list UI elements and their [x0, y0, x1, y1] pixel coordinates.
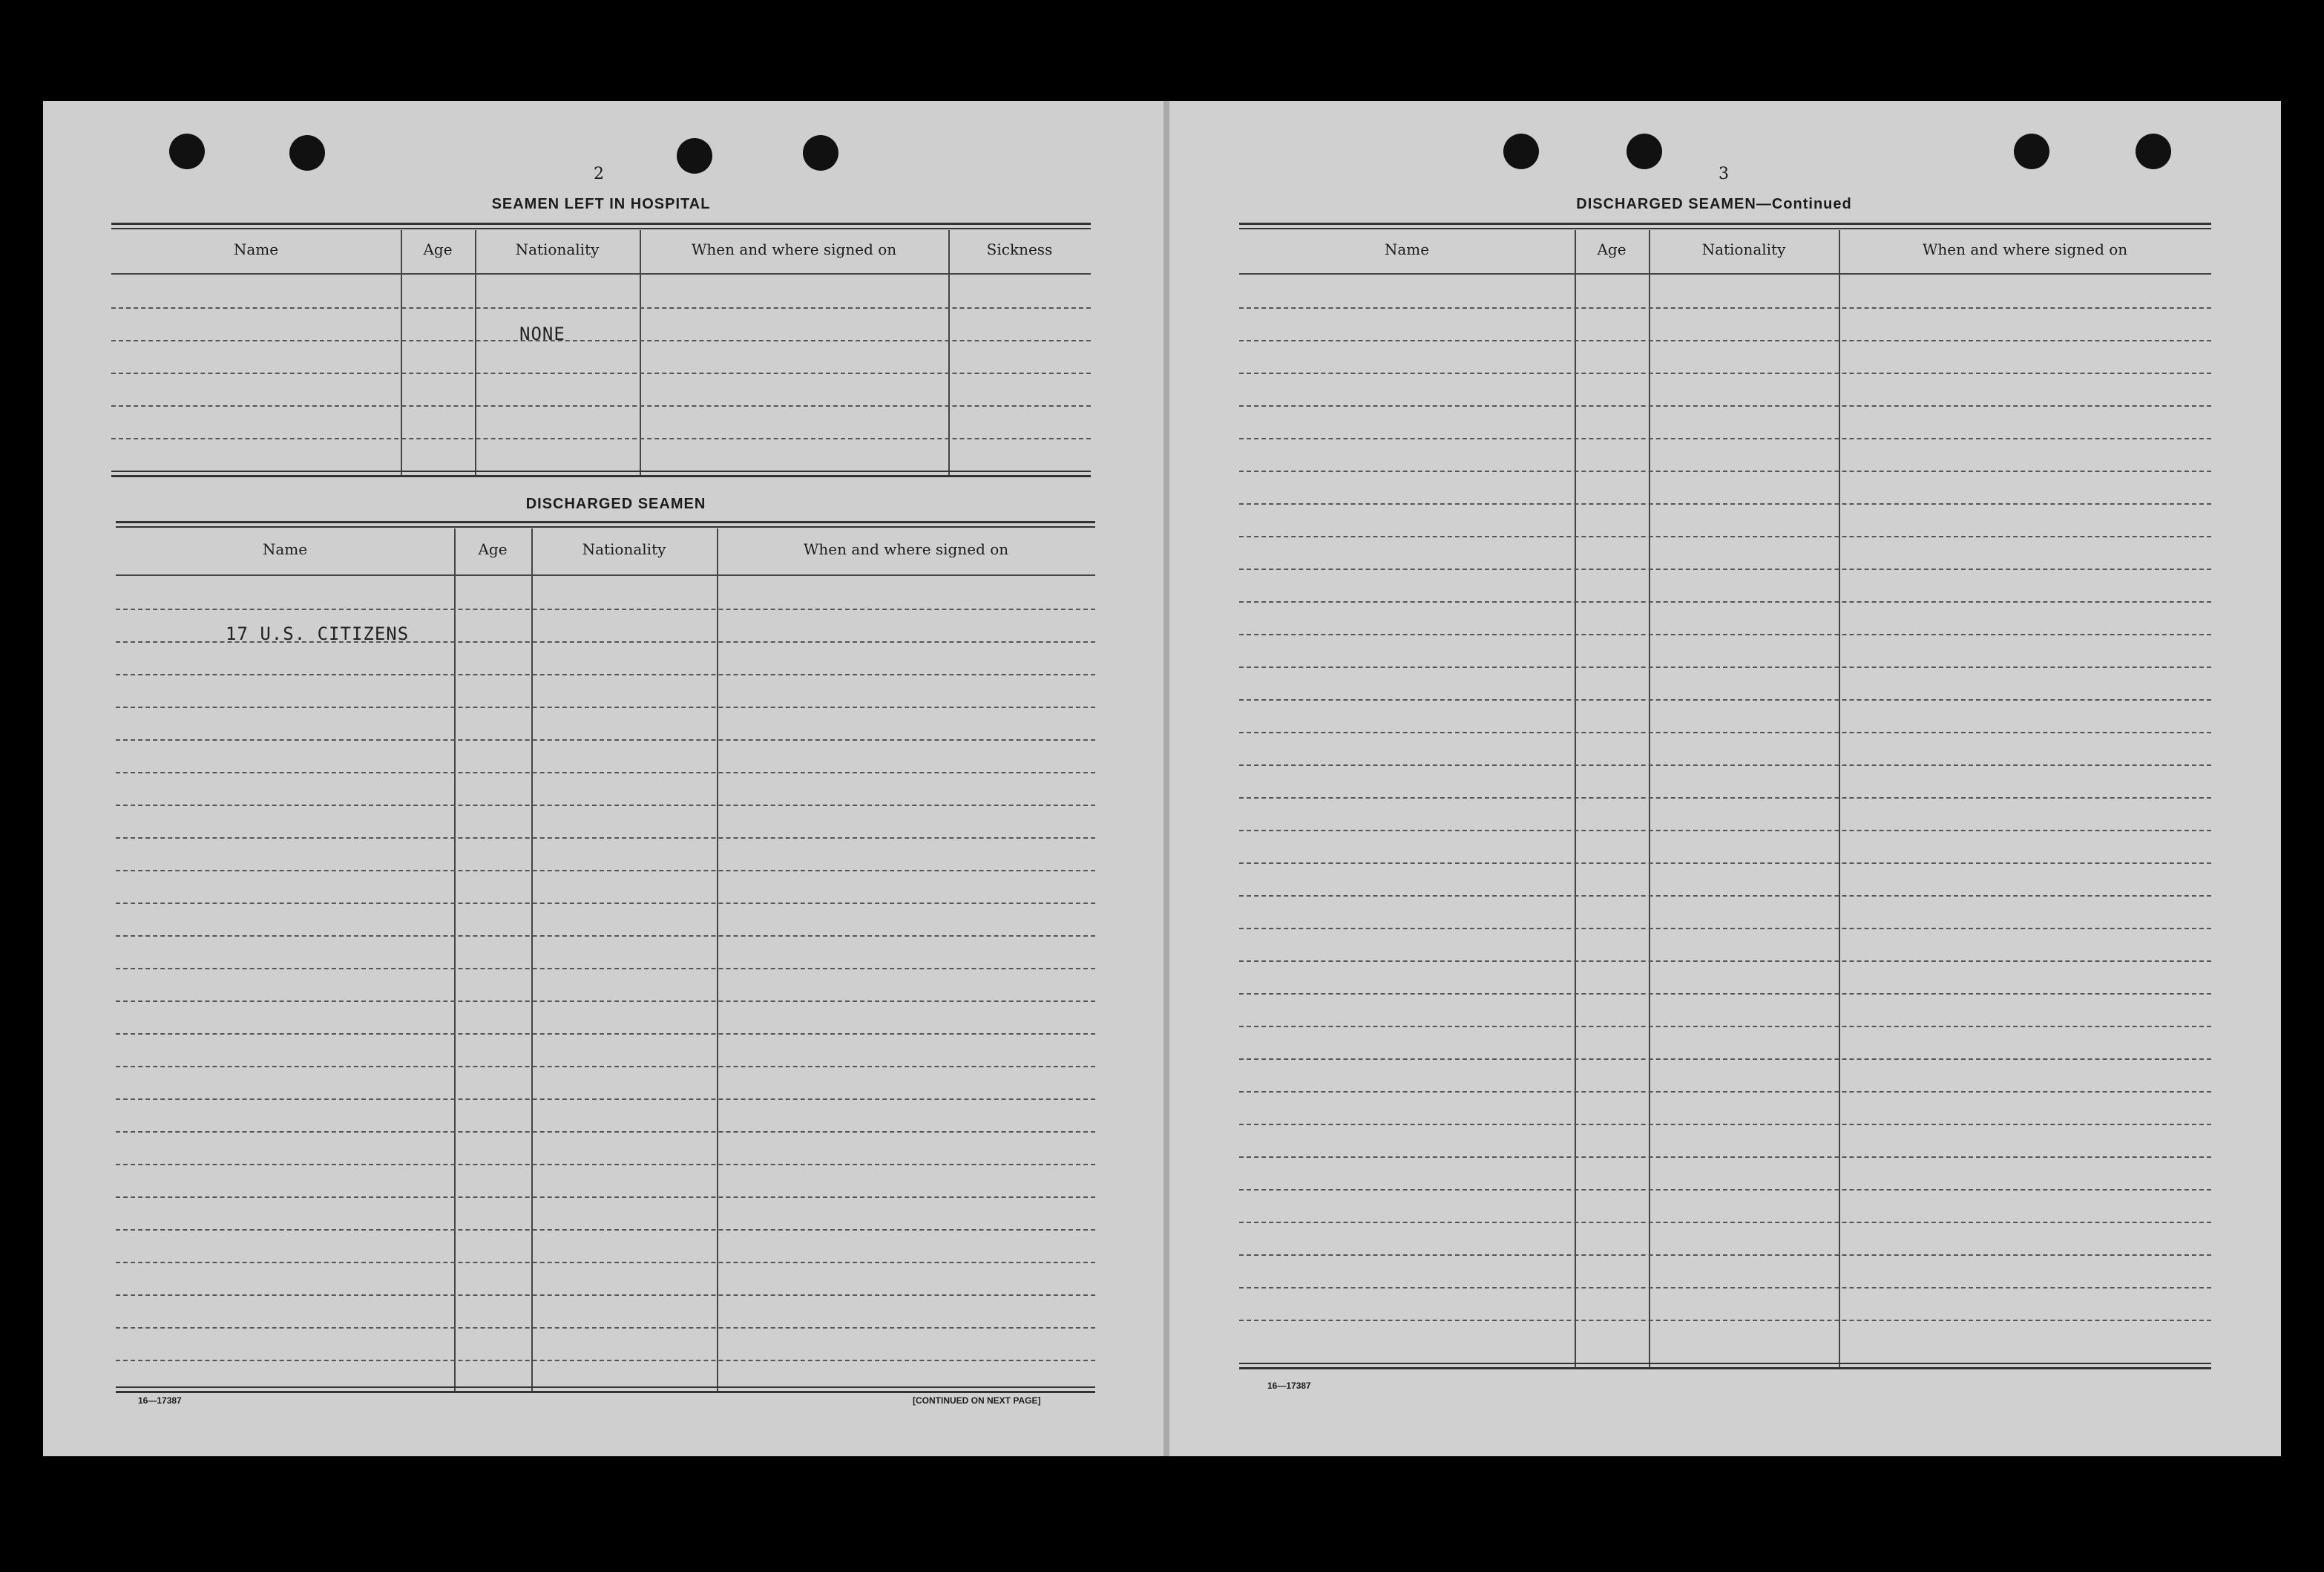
punch-hole — [677, 138, 712, 174]
punch-hole — [289, 135, 325, 171]
page-fold — [1163, 101, 1169, 1456]
discharged-entry: 17 U.S. CITIZENS — [226, 623, 410, 644]
column-header-nationality: Nationality — [1701, 240, 1786, 258]
column-header-age: Age — [1597, 240, 1627, 258]
column-header-name: Name — [262, 540, 308, 558]
discharged-table — [116, 521, 1095, 1394]
column-header-nationality: Nationality — [515, 240, 600, 258]
punch-hole — [2136, 134, 2171, 169]
punch-hole — [1503, 134, 1539, 169]
hospital-section-title: SEAMEN LEFT IN HOSPITAL — [491, 196, 711, 212]
column-header-name: Name — [233, 240, 279, 258]
form-number: 16—17387 — [1267, 1381, 1311, 1391]
column-header-signed-on: When and where signed on — [1922, 240, 2128, 258]
column-header-sickness: Sickness — [986, 240, 1053, 258]
continued-note: [CONTINUED ON NEXT PAGE] — [913, 1395, 1041, 1406]
column-header-name: Name — [1384, 240, 1430, 258]
title-main: DISCHARGED SEAMEN — [1576, 196, 1756, 212]
punch-hole — [1627, 134, 1662, 169]
column-header-age: Age — [423, 240, 453, 258]
page-number: 2 — [594, 165, 604, 183]
hospital-table — [111, 223, 1091, 476]
column-header-nationality: Nationality — [582, 540, 666, 558]
discharged-continued-table — [1239, 223, 2211, 1372]
column-header-signed-on: When and where signed on — [803, 540, 1009, 558]
page-title — [1484, 196, 1944, 213]
column-header-signed-on: When and where signed on — [691, 240, 897, 258]
page-number: 3 — [1719, 165, 1729, 183]
discharged-section-title: DISCHARGED SEAMEN — [525, 496, 706, 512]
form-number: 16—17387 — [138, 1395, 182, 1406]
column-header-age: Age — [478, 540, 508, 558]
punch-hole — [2014, 134, 2049, 169]
punch-hole — [803, 135, 838, 171]
hospital-entry: NONE — [519, 324, 565, 344]
punch-hole — [169, 134, 205, 169]
title-suffix: —Continued — [1756, 196, 1852, 212]
